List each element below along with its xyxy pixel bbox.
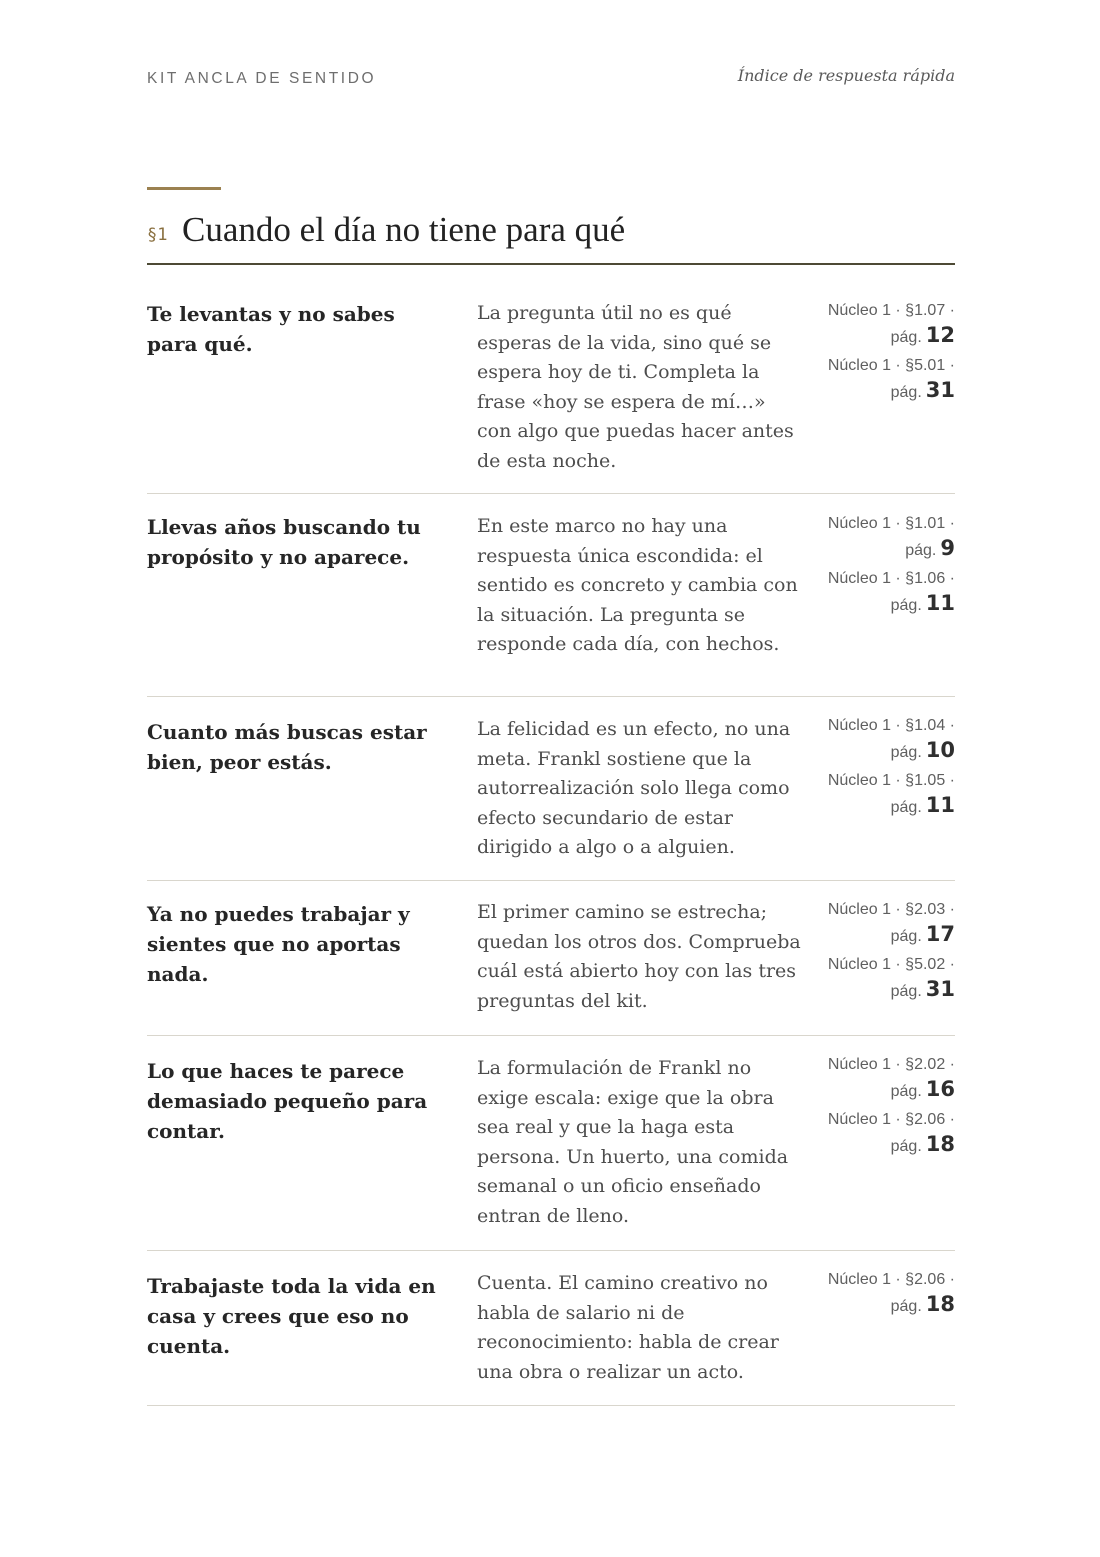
reference [805, 714, 955, 769]
index-name: Índice de respuesta rápida [737, 66, 955, 85]
reference-page[interactable]: pág. 12 [890, 323, 955, 347]
row-question: Ya no puedes trabajar y sientes que no aportas nada. [147, 902, 410, 986]
index-row [147, 299, 955, 494]
index-row [147, 512, 955, 697]
accent-rule [147, 187, 221, 190]
row-references [805, 512, 955, 622]
reference [805, 769, 955, 824]
reference [805, 953, 955, 1008]
page-number: 31 [925, 378, 955, 402]
page-number: 12 [925, 323, 955, 347]
reference-source: Núcleo 1 · §1.07 · [827, 302, 955, 319]
index-row [147, 881, 955, 1036]
row-answer: La formulación de Frankl no exige escala: exige que la obra sea real y que la haga esta persona. Un huerto, una comida semanal o un oficio enseñado entran de lleno. [477, 1057, 789, 1227]
reference-source: Núcleo 1 · §5.01 · [827, 357, 955, 374]
section-title: Cuando el día no tiene para qué [182, 210, 626, 249]
page-number: 10 [925, 738, 955, 762]
reference-source: Núcleo 1 · §1.05 · [827, 772, 955, 789]
row-question: Trabajaste toda la vida en casa y crees que eso no cuenta. [147, 1274, 436, 1358]
reference-source: Núcleo 1 · §2.06 · [827, 1271, 955, 1288]
reference-page[interactable]: pág. 11 [890, 793, 955, 817]
row-answer: En este marco no hay una respuesta única escondida: el sentido es concreto y cambia con la situación. La pregunta se responde cada día, con hechos. [477, 515, 798, 655]
reference-page[interactable]: pág. 31 [890, 378, 955, 402]
reference-page[interactable]: pág. 10 [890, 738, 955, 762]
kit-name: KIT ANCLA DE SENTIDO [147, 70, 377, 87]
reference-source: Núcleo 1 · §1.04 · [827, 717, 955, 734]
reference-page[interactable]: pág. 11 [890, 591, 955, 615]
row-references [805, 299, 955, 409]
row-references [805, 1053, 955, 1163]
section-heading [147, 210, 955, 265]
reference-page[interactable]: pág. 31 [890, 977, 955, 1001]
page-number: 9 [940, 536, 955, 560]
running-header [147, 66, 955, 90]
reference-source: Núcleo 1 · §5.02 · [827, 956, 955, 973]
section-number: §1 [147, 225, 168, 245]
page-number: 18 [925, 1292, 955, 1316]
reference [805, 1053, 955, 1108]
reference [805, 567, 955, 622]
page-number: 17 [925, 922, 955, 946]
row-answer: La pregunta útil no es qué esperas de la vida, sino qué se espera hoy de ti. Completa la frase «hoy se espera de mí…» con algo que puedas hacer antes de esta noche. [477, 302, 794, 472]
reference-page[interactable]: pág. 9 [905, 536, 955, 560]
row-question: Te levantas y no sabes para qué. [147, 302, 395, 356]
row-references [805, 1268, 955, 1323]
page-number: 16 [925, 1077, 955, 1101]
reference [805, 1108, 955, 1163]
row-answer: La felicidad es un efecto, no una meta. Frankl sostiene que la autorrealización solo llega como efecto secundario de estar dirigido a algo o a alguien. [477, 718, 791, 858]
reference-page[interactable]: pág. 18 [890, 1292, 955, 1316]
reference [805, 299, 955, 354]
index-table [147, 299, 955, 1406]
index-row [147, 697, 955, 881]
row-references [805, 898, 955, 1008]
row-question: Lo que haces te parece demasiado pequeño para contar. [147, 1059, 428, 1143]
reference [805, 1268, 955, 1323]
index-row [147, 1036, 955, 1251]
row-question: Llevas años buscando tu propósito y no aparece. [147, 515, 421, 569]
row-answer: El primer camino se estrecha; quedan los otros dos. Comprueba cuál está abierto hoy con las tres preguntas del kit. [477, 901, 801, 1012]
reference-page[interactable]: pág. 17 [890, 922, 955, 946]
page-number: 11 [925, 793, 955, 817]
page-number: 11 [925, 591, 955, 615]
row-answer: Cuenta. El camino creativo no habla de salario ni de reconocimiento: habla de crear una obra o realizar un acto. [477, 1272, 779, 1383]
reference-page[interactable]: pág. 16 [890, 1077, 955, 1101]
reference [805, 354, 955, 409]
row-references [805, 714, 955, 824]
index-row [147, 1251, 955, 1406]
reference-source: Núcleo 1 · §1.01 · [827, 515, 955, 532]
reference-source: Núcleo 1 · §2.02 · [827, 1056, 955, 1073]
reference [805, 898, 955, 953]
reference-source: Núcleo 1 · §2.06 · [827, 1111, 955, 1128]
reference-page[interactable]: pág. 18 [890, 1132, 955, 1156]
page-number: 18 [925, 1132, 955, 1156]
reference [805, 512, 955, 567]
page-number: 31 [925, 977, 955, 1001]
reference-source: Núcleo 1 · §1.06 · [827, 570, 955, 587]
reference-source: Núcleo 1 · §2.03 · [827, 901, 955, 918]
row-question: Cuanto más buscas estar bien, peor estás. [147, 720, 427, 774]
